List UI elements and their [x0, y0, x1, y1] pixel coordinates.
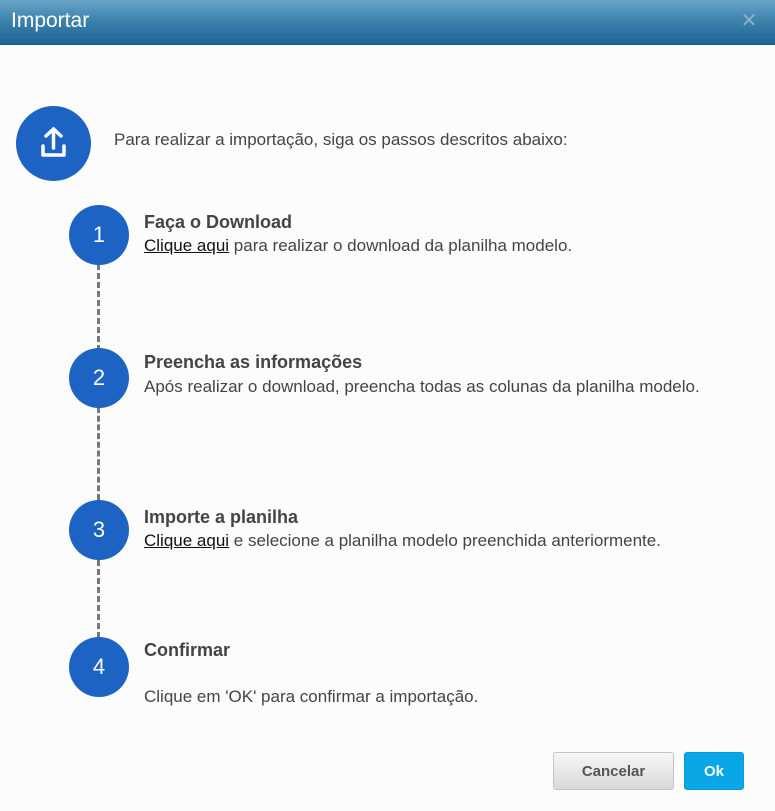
step-1-description	[144, 235, 572, 257]
step-4-title: Confirmar	[144, 640, 231, 660]
step-connector	[97, 407, 100, 500]
step-1-badge: 1	[69, 205, 129, 265]
step-3-description	[144, 530, 661, 552]
step-4-description: Clique em 'OK' para confirmar a importação.	[144, 687, 479, 706]
dialog-titlebar	[0, 0, 775, 45]
ok-button[interactable]: Ok	[684, 752, 744, 790]
close-icon[interactable]: ✕	[740, 10, 758, 32]
step-1-title: Faça o Download	[144, 212, 293, 232]
step-1-text: para realizar o download da planilha modelo.	[229, 236, 573, 255]
step-3-title: Importe a planilha	[144, 507, 299, 527]
step-3-badge: 3	[69, 500, 129, 560]
import-link[interactable]: Clique aqui	[144, 531, 230, 550]
step-4-badge: 4	[69, 637, 129, 697]
intro-text: Para realizar a importação, siga os passos descritos abaixo:	[114, 130, 568, 149]
dialog-title: Importar	[11, 9, 90, 32]
step-3-text: e selecione a planilha modelo preenchida anteriormente.	[229, 531, 661, 550]
step-2-badge: 2	[69, 348, 129, 408]
step-2-description: Após realizar o download, preencha todas as colunas da planilha modelo.	[144, 377, 700, 396]
download-link[interactable]: Clique aqui	[144, 236, 230, 255]
step-connector	[97, 264, 100, 351]
cancel-button[interactable]: Cancelar	[553, 752, 674, 790]
step-2-title: Preencha as informações	[144, 352, 363, 372]
step-connector	[97, 560, 100, 638]
upload-icon	[16, 106, 91, 181]
